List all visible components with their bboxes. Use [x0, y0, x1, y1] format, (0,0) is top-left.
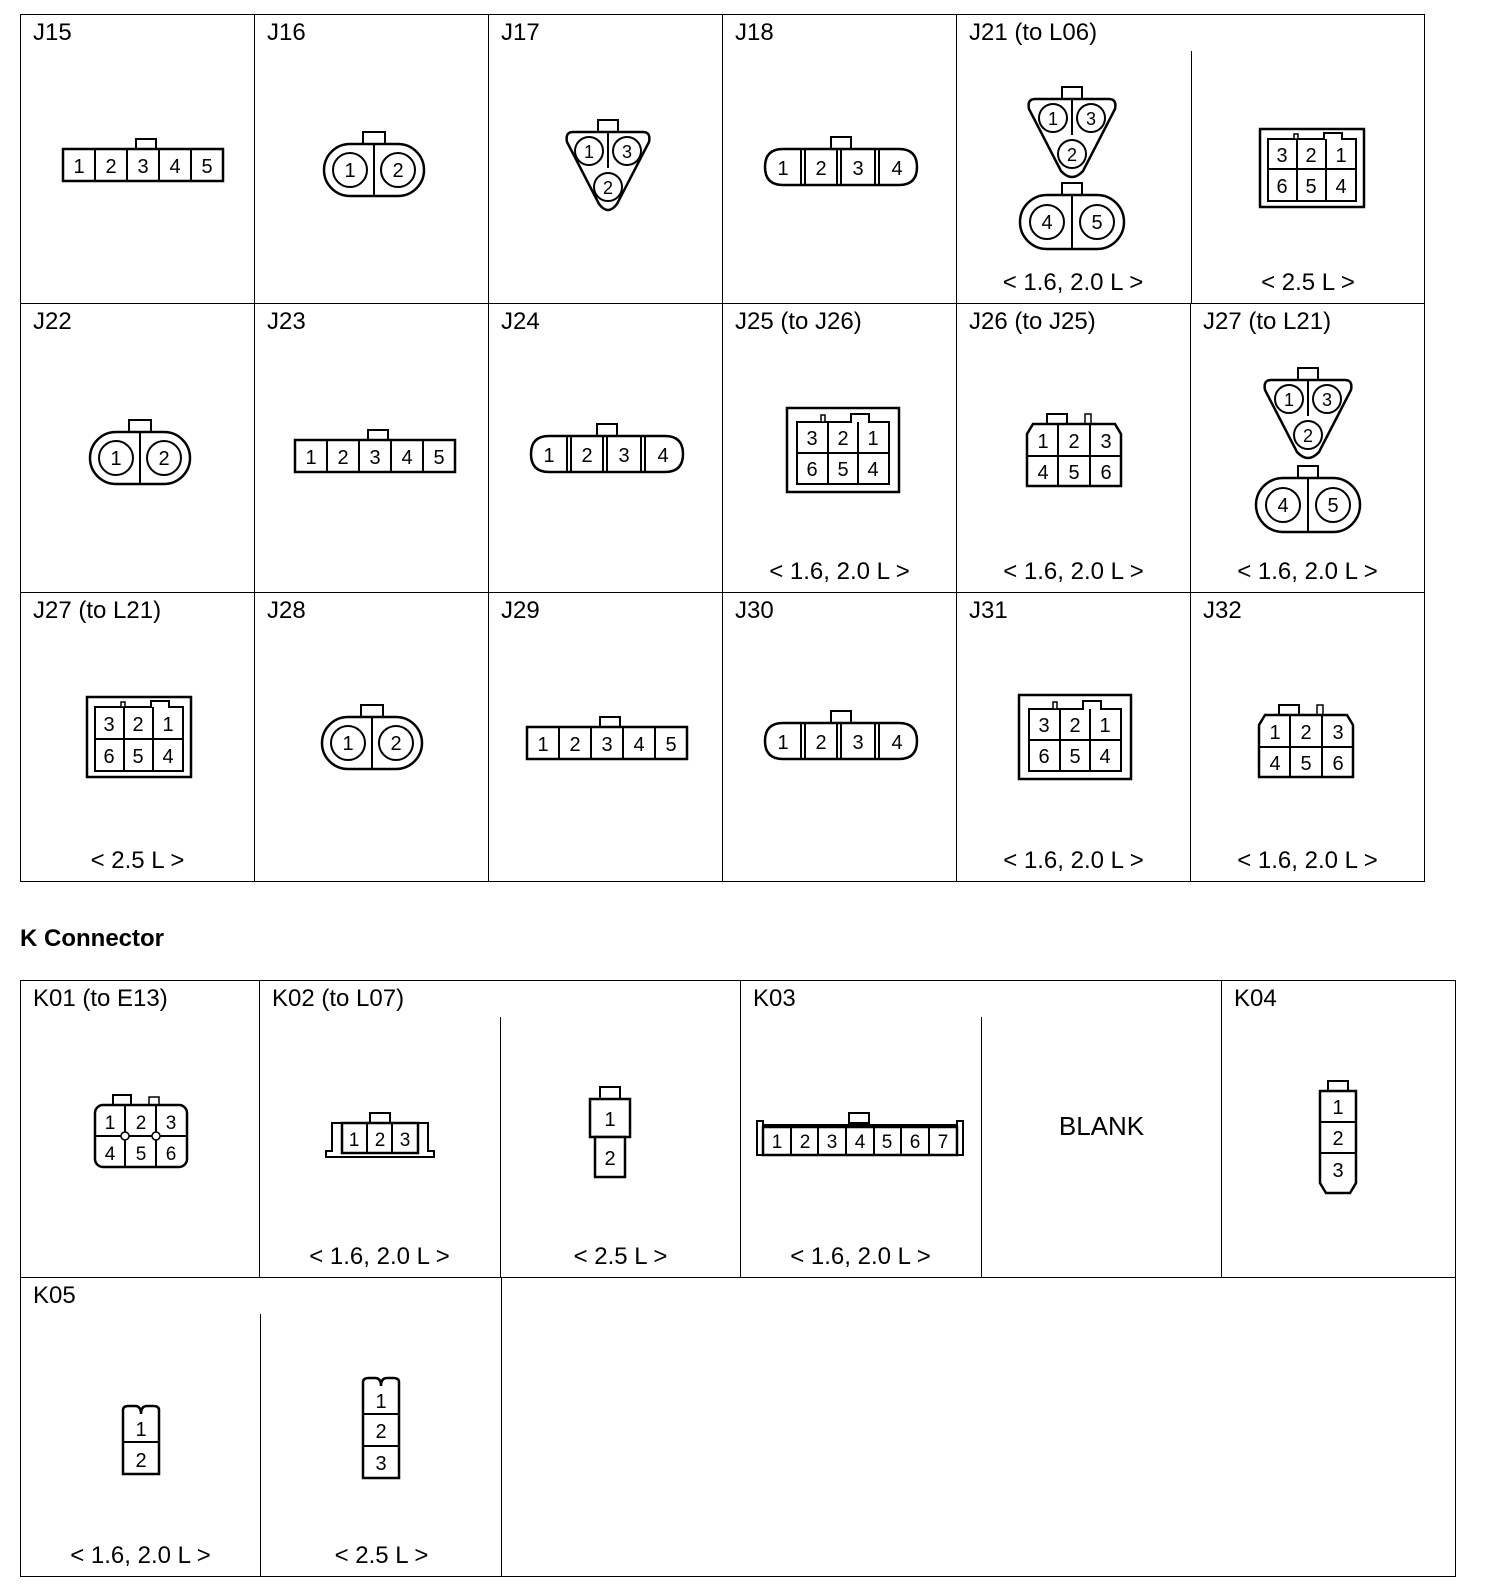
- connector-j24-diagram: [527, 422, 687, 478]
- connector-label: K04: [1234, 985, 1277, 1012]
- pin-1: 1: [342, 733, 354, 755]
- pin-3: 3: [1085, 109, 1097, 129]
- connector-j21-diagram-b: [1256, 125, 1366, 209]
- pin-4: 4: [657, 445, 669, 467]
- pin-3: 3: [1276, 145, 1288, 167]
- variant-note: < 1.6, 2.0 L >: [1003, 847, 1144, 874]
- pin-2: 2: [158, 448, 170, 470]
- pin-1: 1: [375, 1391, 387, 1413]
- pin-1: 1: [104, 1113, 116, 1134]
- connector-j23-diagram: [293, 426, 458, 478]
- pin-5: 5: [1327, 495, 1339, 517]
- cell-divider: [981, 1017, 982, 1277]
- connector-label: J18: [735, 19, 774, 46]
- pin-4: 4: [162, 746, 174, 768]
- pin-2: 2: [337, 447, 349, 469]
- variant-note: < 2.5 L >: [90, 847, 185, 874]
- pin-5: 5: [1068, 462, 1080, 484]
- connector-cell-j18: [722, 14, 957, 304]
- connector-label: J26 (to J25): [969, 308, 1096, 335]
- connector-label: J24: [501, 308, 540, 335]
- variant-note: < 1.6, 2.0 L >: [309, 1243, 450, 1270]
- connector-j22-diagram: [87, 418, 193, 488]
- pin-2: 2: [604, 1148, 616, 1170]
- connector-k01-diagram: [91, 1093, 191, 1173]
- pin-1: 1: [537, 734, 549, 756]
- pin-1: 1: [110, 448, 122, 470]
- pin-5: 5: [837, 459, 849, 481]
- connector-cell-j24: [488, 303, 723, 593]
- connector-j28-diagram: [319, 703, 425, 773]
- connector-cell-j30: [722, 592, 957, 882]
- connector-k02-diagram-b: [586, 1085, 634, 1185]
- pin-4: 4: [401, 447, 413, 469]
- pin-5: 5: [881, 1132, 893, 1153]
- connector-j18-diagram: [761, 135, 921, 191]
- variant-note: < 1.6, 2.0 L >: [769, 558, 910, 585]
- pin-2: 2: [1332, 1128, 1344, 1150]
- cell-divider: [260, 1314, 261, 1576]
- pin-2: 2: [375, 1421, 387, 1443]
- variant-note: < 1.6, 2.0 L >: [1237, 558, 1378, 585]
- pin-5: 5: [201, 156, 213, 178]
- pin-3: 3: [1332, 1160, 1344, 1182]
- pin-3: 3: [1100, 431, 1112, 453]
- connector-k03-diagram: [755, 1111, 967, 1161]
- pin-2: 2: [132, 714, 144, 736]
- pin-2: 2: [390, 733, 402, 755]
- pin-1: 1: [771, 1132, 783, 1153]
- connector-label: J21 (to L06): [969, 19, 1098, 46]
- connector-j27-diagram-b: [83, 693, 195, 781]
- connector-label: J32: [1203, 597, 1242, 624]
- pin-5: 5: [1300, 753, 1312, 775]
- connector-j25-diagram: [783, 404, 903, 496]
- pin-1: 1: [1047, 109, 1059, 129]
- pin-6: 6: [806, 459, 818, 481]
- pin-1: 1: [305, 447, 317, 469]
- variant-note: < 1.6, 2.0 L >: [1237, 847, 1378, 874]
- connector-k02-diagram-a: [324, 1111, 436, 1163]
- connector-k05-diagram-a: [119, 1404, 163, 1480]
- connector-cell-k02: [259, 980, 741, 1278]
- pin-3: 3: [601, 734, 613, 756]
- connector-j21-diagram-a: [1017, 85, 1127, 265]
- pin-4: 4: [1037, 462, 1049, 484]
- pin-1: 1: [867, 428, 879, 450]
- pin-3: 3: [621, 142, 633, 162]
- pin-3: 3: [618, 445, 630, 467]
- pin-6: 6: [1100, 462, 1112, 484]
- pin-4: 4: [1277, 495, 1289, 517]
- pin-2: 2: [1066, 145, 1078, 165]
- pin-1: 1: [1037, 431, 1049, 453]
- pin-6: 6: [1332, 753, 1344, 775]
- connector-label: J27 (to L21): [1203, 308, 1332, 335]
- pin-2: 2: [837, 428, 849, 450]
- pin-1: 1: [1269, 722, 1281, 744]
- connector-k05-diagram-b: [359, 1376, 403, 1482]
- pin-3: 3: [399, 1130, 411, 1151]
- pin-7: 7: [937, 1132, 949, 1153]
- pin-4: 4: [633, 734, 645, 756]
- connector-cell-j15: [20, 14, 255, 304]
- connector-j26-diagram: [1023, 412, 1127, 492]
- connector-j16-diagram: [321, 130, 427, 200]
- pin-1: 1: [344, 160, 356, 182]
- connector-cell-j17: [488, 14, 723, 304]
- connector-label: J25 (to J26): [735, 308, 862, 335]
- pin-1: 1: [1332, 1097, 1344, 1119]
- pin-3: 3: [103, 714, 115, 736]
- pin-3: 3: [375, 1453, 387, 1475]
- variant-note: < 2.5 L >: [334, 1542, 429, 1569]
- pin-5: 5: [1091, 212, 1103, 234]
- connector-j15-diagram: [61, 135, 226, 187]
- pin-1: 1: [604, 1109, 616, 1131]
- connector-label: J28: [267, 597, 306, 624]
- pin-5: 5: [135, 1144, 147, 1165]
- pin-3: 3: [1038, 715, 1050, 737]
- pin-6: 6: [1276, 176, 1288, 198]
- connector-cell-j25: [722, 303, 957, 593]
- connector-cell-j29: [488, 592, 723, 882]
- pin-2: 2: [1069, 715, 1081, 737]
- pin-4: 4: [1099, 746, 1111, 768]
- pin-2: 2: [815, 158, 827, 180]
- connector-j17-diagram: [563, 118, 653, 218]
- pin-1: 1: [1099, 715, 1111, 737]
- variant-note: < 1.6, 2.0 L >: [790, 1243, 931, 1270]
- connector-cell-j16: [254, 14, 489, 304]
- pin-1: 1: [348, 1130, 360, 1151]
- connector-label: K01 (to E13): [33, 985, 168, 1012]
- pin-2: 2: [1302, 426, 1314, 446]
- pin-2: 2: [1300, 722, 1312, 744]
- connector-j32-diagram: [1255, 703, 1359, 783]
- connector-cell-j22: [20, 303, 255, 593]
- variant-note: < 2.5 L >: [1261, 269, 1355, 296]
- connector-label: J16: [267, 19, 306, 46]
- pin-1: 1: [1335, 145, 1347, 167]
- connector-label: J31: [969, 597, 1008, 624]
- pin-4: 4: [169, 156, 181, 178]
- pin-3: 3: [165, 1113, 177, 1134]
- pin-3: 3: [1321, 390, 1333, 410]
- pin-1: 1: [73, 156, 85, 178]
- connector-label: J22: [33, 308, 72, 335]
- pin-2: 2: [392, 160, 404, 182]
- cell-divider: [1191, 51, 1192, 303]
- pin-5: 5: [665, 734, 677, 756]
- connector-cell-k05: [20, 1277, 502, 1577]
- variant-note: < 1.6, 2.0 L >: [1003, 558, 1144, 585]
- pin-3: 3: [1332, 722, 1344, 744]
- connector-label: J15: [33, 19, 72, 46]
- pin-3: 3: [852, 158, 864, 180]
- connector-cell-j21: [956, 14, 1425, 304]
- pin-1: 1: [583, 142, 595, 162]
- pin-4: 4: [891, 158, 903, 180]
- pin-2: 2: [135, 1450, 147, 1472]
- connector-cell-j27-b: [20, 592, 255, 882]
- pin-3: 3: [369, 447, 381, 469]
- connector-label: K02 (to L07): [272, 985, 405, 1012]
- connector-label: J17: [501, 19, 540, 46]
- pin-1: 1: [1283, 390, 1295, 410]
- connector-j29-diagram: [525, 713, 690, 765]
- pin-6: 6: [909, 1132, 921, 1153]
- connector-cell-j32: [1190, 592, 1425, 882]
- pin-4: 4: [1269, 753, 1281, 775]
- pin-2: 2: [1305, 145, 1317, 167]
- variant-note: < 1.6, 2.0 L >: [1002, 269, 1144, 296]
- pin-2: 2: [1068, 431, 1080, 453]
- pin-4: 4: [1041, 212, 1053, 234]
- section-title: K Connector: [20, 925, 164, 952]
- connector-k04-diagram: [1316, 1079, 1360, 1201]
- pin-2: 2: [815, 732, 827, 754]
- pin-5: 5: [1069, 746, 1081, 768]
- connector-j30-diagram: [761, 709, 921, 765]
- pin-2: 2: [799, 1132, 811, 1153]
- connector-cell-j23: [254, 303, 489, 593]
- pin-3: 3: [852, 732, 864, 754]
- pin-1: 1: [777, 158, 789, 180]
- pin-2: 2: [602, 178, 614, 198]
- pin-6: 6: [103, 746, 115, 768]
- pin-5: 5: [1305, 176, 1317, 198]
- connector-j31-diagram: [1015, 691, 1135, 783]
- connector-label: K03: [753, 985, 796, 1012]
- connector-j27-diagram-a: [1253, 366, 1363, 546]
- pin-2: 2: [581, 445, 593, 467]
- pin-3: 3: [806, 428, 818, 450]
- pin-6: 6: [1038, 746, 1050, 768]
- pin-4: 4: [1335, 176, 1347, 198]
- pin-1: 1: [162, 714, 174, 736]
- pin-6: 6: [165, 1144, 177, 1165]
- pin-1: 1: [543, 445, 555, 467]
- connector-cell-j26: [956, 303, 1191, 593]
- pin-3: 3: [137, 156, 149, 178]
- pin-2: 2: [374, 1130, 386, 1151]
- connector-label: K05: [33, 1282, 76, 1309]
- cell-divider: [500, 1017, 501, 1277]
- pin-5: 5: [132, 746, 144, 768]
- connector-label: J23: [267, 308, 306, 335]
- connector-cell-j28: [254, 592, 489, 882]
- pin-4: 4: [891, 732, 903, 754]
- pin-2: 2: [569, 734, 581, 756]
- connector-cell-j27-a: [1190, 303, 1425, 593]
- pin-5: 5: [433, 447, 445, 469]
- pin-1: 1: [135, 1419, 147, 1441]
- variant-note: < 1.6, 2.0 L >: [70, 1542, 211, 1569]
- blank-placeholder: BLANK: [1058, 1111, 1145, 1141]
- connector-label: J27 (to L21): [33, 597, 162, 624]
- pin-1: 1: [777, 732, 789, 754]
- connector-cell-k01: [20, 980, 260, 1278]
- connector-label: J29: [501, 597, 540, 624]
- variant-note: < 2.5 L >: [573, 1243, 668, 1270]
- pin-3: 3: [826, 1132, 838, 1153]
- connector-label: J30: [735, 597, 774, 624]
- empty-cell: [501, 1277, 1456, 1577]
- connector-cell-k03: [740, 980, 1222, 1278]
- pin-4: 4: [104, 1144, 116, 1165]
- pin-4: 4: [867, 459, 879, 481]
- pin-4: 4: [854, 1132, 866, 1153]
- connector-cell-j31: [956, 592, 1191, 882]
- pin-2: 2: [105, 156, 117, 178]
- pin-2: 2: [135, 1113, 147, 1134]
- connector-cell-k04: [1221, 980, 1456, 1278]
